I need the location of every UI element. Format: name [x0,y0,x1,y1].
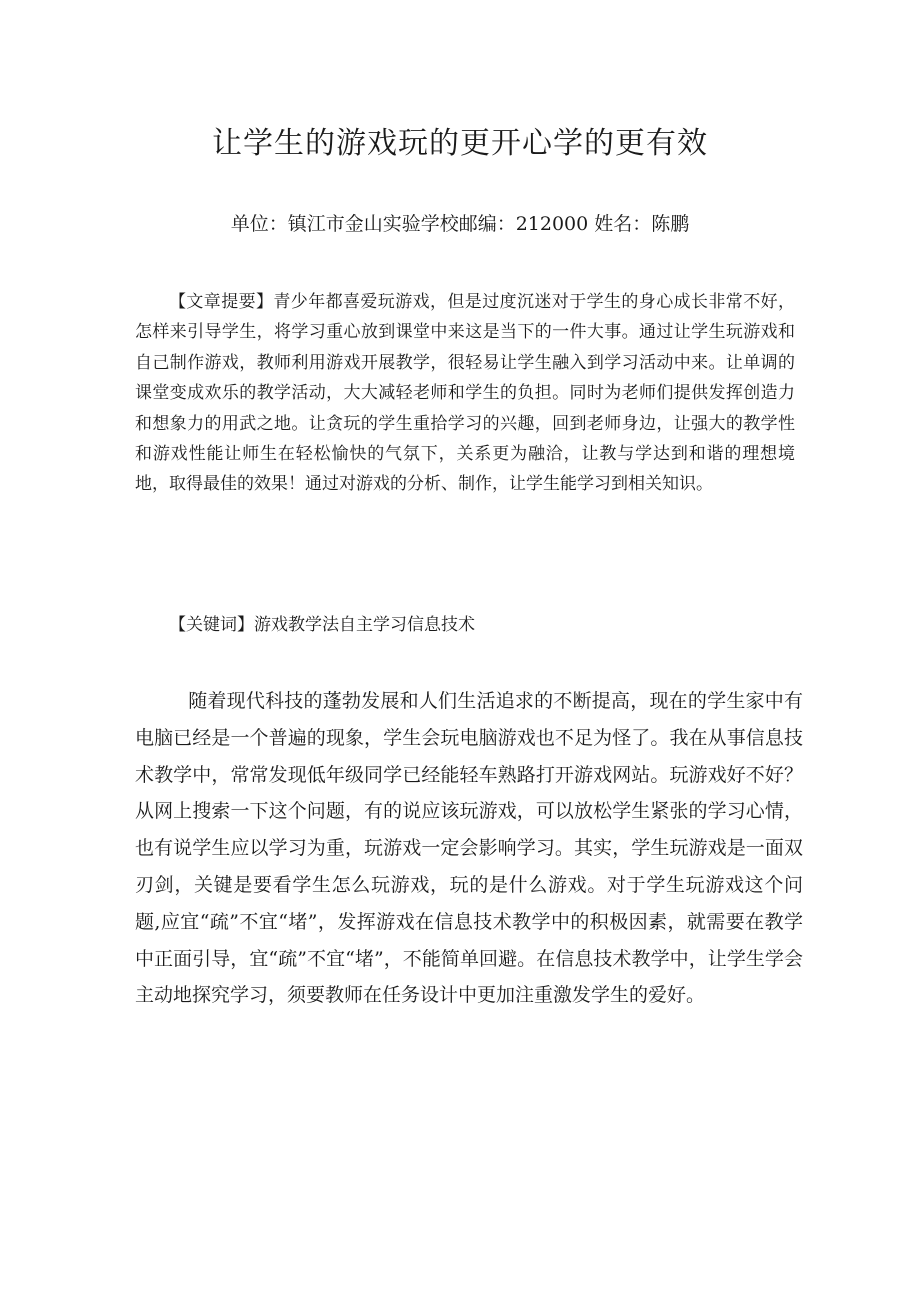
document-title: 让学生的游戏玩的更开心学的更有效 [212,126,708,161]
keywords-text: 游戏教学法自主学习信息技术 [254,615,475,635]
abstract-paragraph [135,287,795,500]
abstract-text: 青少年都喜爱玩游戏，但是过度沉迷对于学生的身心成长非常不好，怎样来引导学生，将学习重心放到课堂中来这是当下的一件大事。通过让学生玩游戏和自己制作游戏，教师利用游戏开展教学，很轻易让学生融入到学习活动中来。让单调的课堂变成欢乐的教学活动，大大减轻老师和学生的负担。同时为老师们提供发挥创造力和想象力的用武之地。让贪玩的学生重拾学习的兴趣，回到老师身边，让强大的教学性和游戏性能让师生在轻松愉快的气氛下，关系更为融洽，让教与学达到和谐的理想境地，取得最佳的效果！通过对游戏的分析、制作，让学生能学习到相关知识。 [135,292,796,495]
body-paragraph: 随着现代科技的蓬勃发展和人们生活追求的不断提高，现在的学生家中有电脑已经是一个普遍的现象，学生会玩电脑游戏也不足为怪了。我在从事信息技术教学中，常常发现低年级同学已经能轻车熟路打开游戏网站。玩游戏好不好？从网上搜索一下这个问题，有的说应该玩游戏，可以放松学生紧张的学习心情，也有说学生应以学习为重，玩游戏一定会影响学习。其实，学生玩游戏是一面双刃剑，关键是要看学生怎么玩游戏，玩的是什么游戏。对于学生玩游戏这个问题,应宜“疏”不宜“堵”，发挥游戏在信息技术教学中的积极因素，就需要在教学中正面引导，宜“疏”不宜“堵”，不能简单回避。在信息技术教学中，让学生学会主动地探究学习，须要教师在任务设计中更加注重激发学生的爱好。 [135,690,803,1007]
author-line: 单位：镇江市金山实验学校邮编：212000 姓名：陈鹏 [230,213,690,235]
keywords-label: 【关键词】 [169,615,254,635]
abstract-label: 【文章提要】 [169,292,274,312]
keywords-line [169,610,475,635]
